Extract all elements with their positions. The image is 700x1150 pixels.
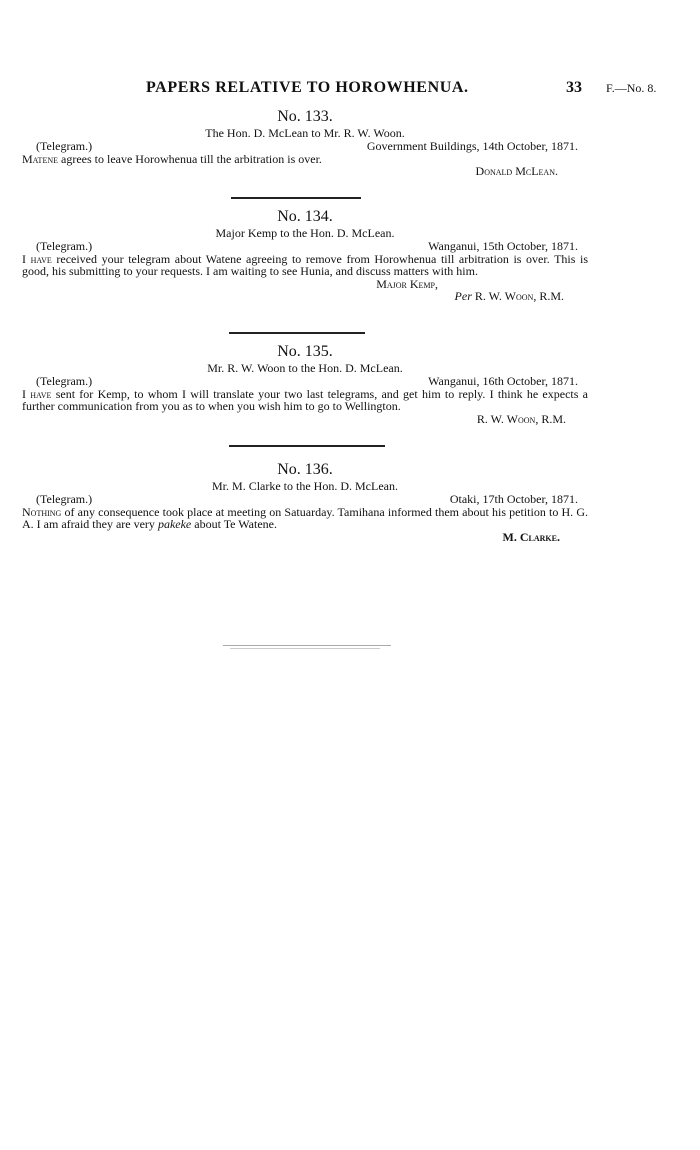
telegram-meta [22, 140, 588, 153]
document-number: No. 134. [277, 208, 333, 225]
signature-line-2 [22, 290, 588, 303]
lead-word: Matene [22, 151, 58, 166]
message-body [22, 506, 588, 531]
body-text: of any consequence took place at meeting on Satuarday. Tamihana informed them about his petition to H. G. A. I am afraid they are very [22, 504, 589, 531]
place-date: Wanganui, 15th October, 1871. [428, 238, 578, 253]
section-divider [229, 332, 365, 334]
section-divider [231, 197, 361, 199]
section-divider [229, 445, 385, 447]
paper-reference: F.—No. 8. [606, 81, 657, 95]
signature: R. W. Woon, R.M. [476, 411, 566, 426]
place-date: Wanganui, 16th October, 1871. [428, 373, 578, 388]
telegram-no-135 [22, 343, 588, 425]
body-italic-word: pakeke [157, 517, 192, 531]
telegram-no-136 [22, 461, 588, 543]
lead-word: Nothing [22, 504, 62, 519]
lead-word: I have [22, 386, 52, 401]
signature-name: R. W. Woon, R.M. [474, 289, 564, 303]
telegram-label: (Telegram.) [36, 138, 93, 153]
telegram-label: (Telegram.) [36, 238, 93, 253]
end-rule [223, 645, 391, 646]
sender-recipient: Mr. R. W. Woon to the Hon. D. McLean. [207, 361, 403, 375]
document-number: No. 136. [277, 461, 333, 478]
telegram-no-133 [22, 108, 588, 178]
page-number: 33 [566, 79, 582, 96]
document-number: No. 133. [277, 108, 333, 125]
body-text: received your telegram about Watene agreeing to remove from Horowhenua till arbitration is over. This is good, his submitting to your requests. I am waiting to see Hunia, and discuss matters with him. [22, 251, 589, 278]
message-body [22, 388, 588, 413]
telegram-meta [22, 493, 588, 506]
body-text: sent for Kemp, to whom I will translate your two last telegrams, and get him to reply. I think he expects a further communication from you as to when you wish him to go to Wellington. [22, 386, 589, 413]
running-title: PAPERS RELATIVE TO HOROWHENUA. [146, 79, 469, 96]
lead-word: I have [22, 251, 52, 266]
document-number: No. 135. [277, 343, 333, 360]
signature: Major Kemp, [376, 276, 438, 291]
sender-recipient: Mr. M. Clarke to the Hon. D. McLean. [212, 479, 398, 493]
place-date: Government Buildings, 14th October, 1871. [366, 138, 578, 153]
message-body [22, 253, 588, 278]
telegram-label: (Telegram.) [36, 373, 93, 388]
per-word: Per [454, 289, 472, 303]
page-header [0, 79, 700, 99]
signature: Donald McLean. [475, 164, 558, 178]
end-rule-lower [230, 648, 380, 649]
telegram-meta [22, 240, 588, 253]
telegram-no-134 [22, 208, 588, 303]
body-text-end: about Te Watene. [194, 517, 277, 531]
body-text: agrees to leave Horowhenua till the arbitration is over. [61, 151, 322, 166]
signature: M. Clarke. [502, 529, 560, 544]
place-date: Otaki, 17th October, 1871. [449, 491, 578, 506]
sender-recipient: The Hon. D. McLean to Mr. R. W. Woon. [205, 126, 405, 140]
sender-recipient: Major Kemp to the Hon. D. McLean. [215, 226, 395, 240]
telegram-label: (Telegram.) [36, 491, 93, 506]
telegram-meta [22, 375, 588, 388]
